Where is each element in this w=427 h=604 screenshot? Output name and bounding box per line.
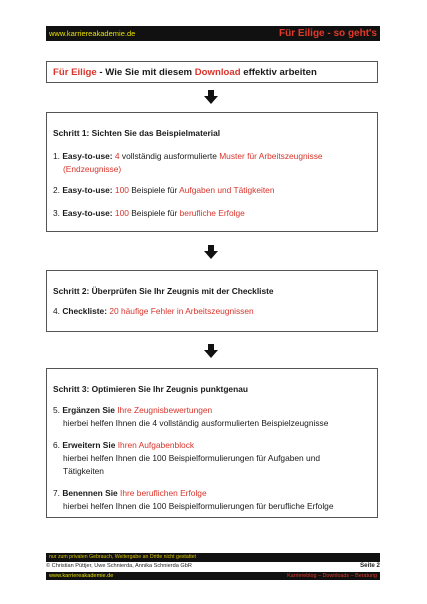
item-highlight: Aufgaben und Tätigkeiten	[179, 185, 275, 195]
list-item	[53, 207, 371, 220]
item-highlight: Ihre beruflichen Erfolge	[117, 488, 207, 498]
step-1-title: Schritt 1: Sichten Sie das Beispielmaterial	[53, 128, 221, 138]
item-label: Checkliste:	[62, 306, 107, 316]
item-highlight: 100	[112, 208, 129, 218]
step-1-box	[46, 112, 378, 232]
item-number: 6.	[53, 440, 63, 450]
footer-blog[interactable]: Karriereblog – Downloads – Beratung	[287, 573, 377, 579]
intro-red-2: Download	[194, 66, 241, 78]
footer-copyright: © Christian Püttjer, Uwe Schnierda, Annika Schnierda GbR	[46, 563, 192, 569]
item-highlight: Muster für Arbeitszeugnisse	[219, 151, 323, 161]
intro-box	[46, 61, 378, 83]
step-2-title: Schritt 2: Überprüfen Sie Ihr Zeugnis mit der Checkliste	[53, 286, 274, 296]
item-highlight: 20 häufige Fehler in Arbeitszeugnissen	[107, 306, 254, 316]
item-text: Beispiele für	[128, 208, 180, 218]
item-number: 1.	[53, 151, 63, 161]
item-highlight: (Endzeugnisse)	[63, 164, 122, 174]
step-3-box	[46, 368, 378, 518]
intro-red-1: Für Eilige	[53, 66, 97, 78]
list-item	[53, 439, 371, 478]
list-item	[53, 150, 371, 176]
item-text: vollständig ausformulierte	[119, 151, 220, 161]
item-number: 2.	[53, 185, 63, 195]
item-label: Benennen Sie	[62, 488, 118, 498]
header-url[interactable]: www.karriereakademie.de	[49, 29, 136, 38]
list-item	[53, 305, 371, 318]
header-bar	[46, 26, 380, 41]
step-2-box	[46, 270, 378, 332]
item-label: Ergänzen Sie	[62, 405, 115, 415]
item-label: Easy-to-use:	[62, 185, 113, 195]
arrow-down-icon	[203, 244, 219, 260]
list-item	[53, 487, 371, 513]
item-highlight: Ihren Aufgabenblock	[115, 440, 195, 450]
item-label: Easy-to-use:	[62, 151, 113, 161]
item-text: hierbei helfen Ihnen die 100 Beispielformulierungen für Aufgaben und	[63, 453, 321, 463]
item-text: hierbei helfen Ihnen die 4 vollständig ausformulierten Beispielzeugnisse	[63, 418, 329, 428]
footer-url[interactable]: www.karriereakademie.de	[49, 573, 114, 579]
intro-text-1: - Wie Sie mit diesem	[96, 66, 195, 78]
footer-notice: nur zum privaten Gebrauch, Weitergabe an Dritte nicht gestattet	[46, 553, 380, 562]
list-item	[53, 404, 371, 430]
item-number: 5.	[53, 405, 63, 415]
item-text: Tätigkeiten	[63, 466, 104, 476]
item-text: hierbei helfen Ihnen die 100 Beispielformulierungen für berufliche Erfolge	[63, 501, 334, 511]
item-highlight: 100	[112, 185, 129, 195]
item-highlight: berufliche Erfolge	[179, 208, 245, 218]
step-3-title: Schritt 3: Optimieren Sie Ihr Zeugnis punktgenau	[53, 384, 248, 394]
item-label: Erweitern Sie	[62, 440, 116, 450]
item-label: Easy-to-use:	[62, 208, 113, 218]
item-number: 7.	[53, 488, 63, 498]
item-number: 4.	[53, 306, 63, 316]
arrow-down-icon	[203, 89, 219, 105]
list-item	[53, 184, 371, 197]
item-text: Beispiele für	[128, 185, 180, 195]
item-highlight: Ihre Zeugnisbewertungen	[114, 405, 213, 415]
item-highlight: 4	[112, 151, 120, 161]
item-number: 3.	[53, 208, 63, 218]
footer-bar	[46, 572, 380, 580]
page-number: Seite 2	[360, 562, 380, 569]
intro-text-2: effektiv arbeiten	[240, 66, 317, 78]
arrow-down-icon	[203, 343, 219, 359]
header-tagline: Für Eilige - so geht's	[279, 28, 377, 39]
